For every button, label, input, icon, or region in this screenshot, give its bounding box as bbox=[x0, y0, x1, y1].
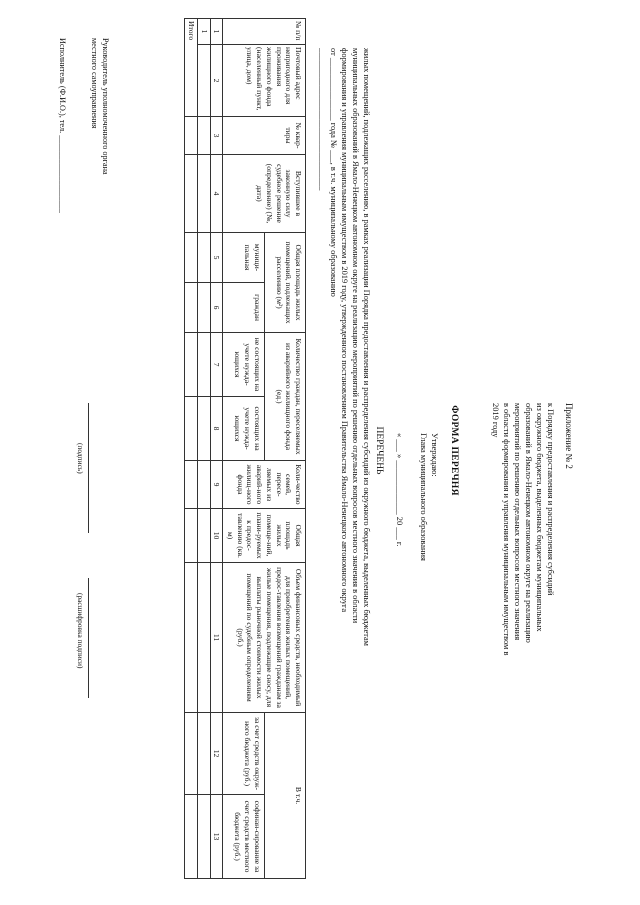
header-people: Количество граждан, переселяемых из аварийного жилищного фонда (ед.) bbox=[264, 333, 305, 461]
header-num: № п/п bbox=[223, 19, 306, 45]
table-cell bbox=[185, 397, 198, 461]
appendix-label: Приложение № 2 bbox=[564, 403, 574, 469]
header-including: В т.ч. bbox=[264, 713, 305, 879]
table-cell bbox=[197, 333, 210, 397]
table-cell bbox=[185, 461, 198, 509]
intro-line: __________________________________ bbox=[317, 48, 327, 191]
header-living-area: Общая площадь жилых помеще-ний, плани-руемых к предос-тавлению (кв. м) bbox=[223, 509, 306, 563]
column-number: 10 bbox=[210, 509, 223, 563]
table-cell bbox=[197, 283, 210, 333]
intro-line: от _______________ года № ___, в т.ч. муниципальному образованию bbox=[328, 48, 338, 297]
order-line: образований в Ямало-Ненецком автономном округе на реализацию bbox=[523, 403, 533, 643]
header-area-municipal: муници-пальная bbox=[223, 233, 264, 283]
signature-lines-row bbox=[85, 38, 99, 838]
table-cell bbox=[185, 333, 198, 397]
table-cell bbox=[197, 795, 210, 879]
signature-captions-row bbox=[73, 38, 85, 838]
header-families: Коли-чество семей, пересе-ляемых из аварий-ного жилищ-ного фонда bbox=[223, 461, 306, 509]
column-number: 4 bbox=[210, 155, 223, 233]
approval-block bbox=[418, 433, 440, 733]
list-description bbox=[317, 48, 372, 868]
table-cell bbox=[185, 117, 198, 155]
signature-line bbox=[88, 403, 89, 533]
table-cell bbox=[185, 509, 198, 563]
header-cofinancing: софинан-сирование за счет средств местного бюджета (руб.) bbox=[223, 795, 264, 879]
order-line: мероприятий по решению отдельных вопросов местного значения bbox=[512, 403, 522, 641]
column-number-row bbox=[210, 19, 223, 879]
table-cell bbox=[197, 45, 210, 117]
table-cell bbox=[197, 155, 210, 233]
table-cell bbox=[185, 795, 198, 879]
head-title-line: Руководитель уполномоченного органа bbox=[101, 38, 110, 175]
header-district-budget: за счет средств окруж-ного бюджета (руб.) bbox=[223, 713, 264, 795]
column-number: 2 bbox=[210, 45, 223, 117]
table-cell bbox=[197, 713, 210, 795]
header-funds: Объем финансовых средств, необходимый для приобретения жилых помещений, предос-тавления возмещений гражданам за жилые помещения, подлежащие сносу, для выплаты рыночной стоимости жилых помещений по судебным определениям (руб.) bbox=[223, 563, 306, 713]
table-cell bbox=[197, 509, 210, 563]
signature-block bbox=[56, 38, 110, 838]
column-number: 13 bbox=[210, 795, 223, 879]
approval-date-line: « ___ » _____________ 20 ___ г. bbox=[395, 433, 404, 547]
intro-line: муниципальных образований в Ямало-Ненецком автономном округе на реализацию мероприятий по решению отдельных вопросов местного значения в области bbox=[350, 48, 360, 624]
total-label: Итого bbox=[185, 19, 198, 117]
column-number: 7 bbox=[210, 333, 223, 397]
table-total-row bbox=[185, 19, 198, 879]
table-header-row bbox=[264, 19, 305, 879]
header-address: Почтовый адрес непригодного для проживания жилищного фонда (населенный пункт, улица, дом) bbox=[223, 45, 306, 117]
table-cell bbox=[185, 563, 198, 713]
header-area-citizens: граждан bbox=[223, 283, 264, 333]
column-number: 1 bbox=[210, 19, 223, 45]
form-title: ФОРМА ПЕРЕЧНЯ bbox=[449, 405, 459, 496]
intro-line: формирования и управления муниципальным имуществом в 2019 году, утвержденного постановлением Правительства Ямало-Ненецкого автономного округа bbox=[339, 48, 349, 613]
table-cell bbox=[197, 397, 210, 461]
approve-label: Утверждаю: bbox=[430, 433, 439, 477]
order-line: к Порядку предоставления и распределения субсидий bbox=[546, 403, 555, 596]
header-area: Общая площадь жилых помещений, подлежащих расселению (м²) bbox=[264, 233, 305, 333]
column-number: 8 bbox=[210, 397, 223, 461]
order-reference-block bbox=[489, 403, 556, 833]
table-cell bbox=[197, 117, 210, 155]
table-cell bbox=[197, 233, 210, 283]
table-cell bbox=[185, 283, 198, 333]
order-line: 2019 году bbox=[490, 403, 500, 438]
approve-position: Глава муниципального образования bbox=[418, 433, 428, 561]
executor-line: Исполнитель (Ф.И.О.), тел. ___________________ bbox=[58, 38, 68, 213]
column-number: 9 bbox=[210, 461, 223, 509]
rotated-document bbox=[35, 8, 590, 893]
head-title-line: местного самоуправления bbox=[90, 38, 100, 129]
table-cell bbox=[185, 233, 198, 283]
header-people-registered: состоящих на учете нужда-ющихся bbox=[223, 397, 264, 461]
table-cell bbox=[185, 713, 198, 795]
column-number: 5 bbox=[210, 233, 223, 283]
order-line: из окружного бюджета, выделенных бюджетам муниципальных bbox=[534, 403, 544, 632]
column-number: 3 bbox=[210, 117, 223, 155]
header-court-decision: Вступившее в законную силу судебное решение (определение) (№, дата) bbox=[223, 155, 306, 233]
column-number: 12 bbox=[210, 713, 223, 795]
table-cell: 1 bbox=[197, 19, 210, 45]
decode-caption: (расшифровка подписи) bbox=[76, 593, 86, 669]
order-line: в области формирования и управления муниципальным имуществом в bbox=[501, 403, 511, 656]
header-apartment: № квар-тиры bbox=[223, 117, 306, 155]
decode-line bbox=[88, 578, 89, 698]
resettlement-table bbox=[184, 18, 306, 879]
column-number: 11 bbox=[210, 563, 223, 713]
table-row bbox=[197, 19, 210, 879]
intro-line: жилых помещений, подлежащих расселению, в рамках реализации Порядка предоставления и распределения субсидий из окружного бюджета, выделенных бюджетам bbox=[362, 48, 371, 646]
header-people-not-registered: не состоящих на учете нужда-ющихся bbox=[223, 333, 264, 397]
table-cell bbox=[185, 155, 198, 233]
column-number: 6 bbox=[210, 283, 223, 333]
table-cell bbox=[197, 461, 210, 509]
table-cell bbox=[197, 563, 210, 713]
list-title: ПЕРЕЧЕНЬ bbox=[374, 426, 384, 475]
signature-caption: (подпись) bbox=[76, 443, 86, 474]
